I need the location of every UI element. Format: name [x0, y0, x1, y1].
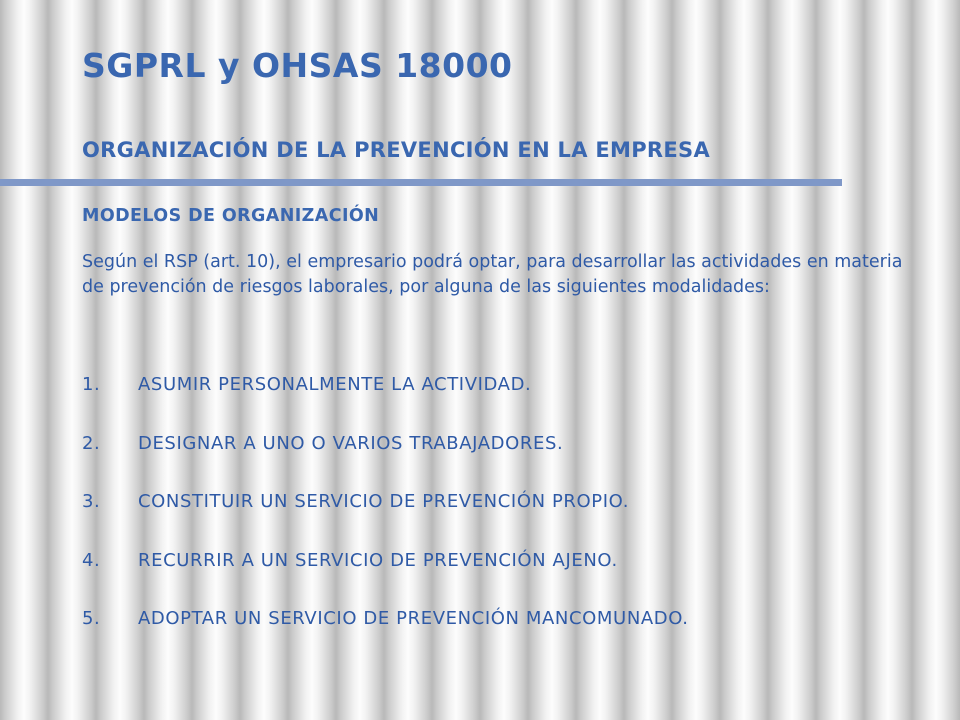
- list-item: [82, 489, 689, 548]
- item-text: ASUMIR PERSONALMENTE LA ACTIVIDAD.: [138, 374, 532, 395]
- list-item: [82, 431, 689, 490]
- list-item: [82, 548, 689, 607]
- intro-paragraph: Según el RSP (art. 10), el empresario podrá optar, para desarrollar las actividades en materia de prevención de riesgos laborales, por alguna de las siguientes modalidades:: [82, 252, 903, 297]
- slide-subtitle: ORGANIZACIÓN DE LA PREVENCIÓN EN LA EMPRESA: [82, 138, 711, 162]
- list-item: [82, 606, 689, 665]
- item-number: 3.: [82, 491, 101, 512]
- options-list: [82, 372, 689, 665]
- item-text: RECURRIR A UN SERVICIO DE PREVENCIÓN AJENO.: [138, 549, 618, 571]
- item-number: 4.: [82, 549, 101, 571]
- item-number: 5.: [82, 608, 101, 629]
- divider-bar: [0, 179, 842, 186]
- item-number: 2.: [82, 432, 101, 454]
- item-number: 1.: [82, 374, 101, 395]
- item-text: ADOPTAR UN SERVICIO DE PREVENCIÓN MANCOMUNADO.: [138, 608, 689, 629]
- item-text: CONSTITUIR UN SERVICIO DE PREVENCIÓN PROPIO.: [138, 491, 630, 512]
- slide-title: SGPRL y OHSAS 18000: [82, 46, 513, 85]
- section-heading: MODELOS DE ORGANIZACIÓN: [82, 206, 380, 226]
- list-item: [82, 372, 689, 431]
- item-text: DESIGNAR A UNO O VARIOS TRABAJADORES.: [138, 432, 564, 454]
